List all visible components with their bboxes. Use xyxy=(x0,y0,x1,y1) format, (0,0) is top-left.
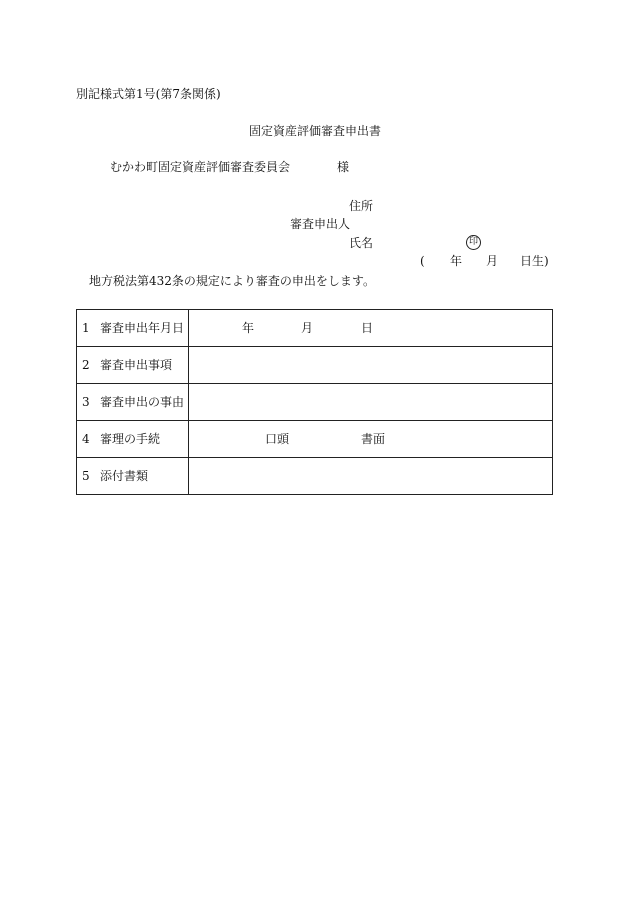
table-row xyxy=(77,347,553,384)
row-label-cell xyxy=(77,384,189,421)
oral-option[interactable]: 口頭 xyxy=(265,432,290,446)
addressee: むかわ町固定資産評価審査委員会 xyxy=(110,160,291,174)
applicant-role-label: 審査申出人 xyxy=(290,217,351,231)
month-label: 月 xyxy=(301,321,314,335)
hearing-procedure-cell xyxy=(189,421,553,458)
table-row xyxy=(77,421,553,458)
application-table xyxy=(76,309,553,495)
table-row xyxy=(77,310,553,347)
birth-year-label: 年 xyxy=(450,254,463,268)
row-label: 審査申出年月日 xyxy=(100,321,185,335)
row-label: 添付書類 xyxy=(100,469,149,483)
row-number: 1 xyxy=(82,321,90,335)
row-number: 4 xyxy=(82,432,90,446)
table-row xyxy=(77,384,553,421)
day-label: 日 xyxy=(361,321,374,335)
written-option[interactable]: 書面 xyxy=(361,432,386,446)
form-number: 別記様式第1号(第7条関係) xyxy=(76,87,221,101)
row-label-cell xyxy=(77,421,189,458)
birth-month-label: 月 xyxy=(486,254,499,268)
application-reason-cell[interactable] xyxy=(189,384,553,421)
row-number: 5 xyxy=(82,469,90,483)
attachments-cell[interactable] xyxy=(189,458,553,495)
seal-icon: 印 xyxy=(466,235,481,250)
row-label: 審査申出事項 xyxy=(100,358,173,372)
row-label-cell xyxy=(77,458,189,495)
statement: 地方税法第432条の規定により審査の申出をします。 xyxy=(89,274,375,288)
name-label: 氏名 xyxy=(349,236,374,250)
row-label-cell xyxy=(77,310,189,347)
row-label: 審査申出の事由 xyxy=(100,395,185,409)
row-number: 3 xyxy=(82,395,90,409)
application-matter-cell[interactable] xyxy=(189,347,553,384)
date-value-cell[interactable] xyxy=(189,310,553,347)
row-label: 審理の手続 xyxy=(100,432,161,446)
birth-open-paren: ( xyxy=(420,254,425,268)
document-title: 固定資産評価審査申出書 xyxy=(249,124,382,138)
table-row xyxy=(77,458,553,495)
address-label: 住所 xyxy=(349,199,374,213)
year-label: 年 xyxy=(242,321,255,335)
birth-day-label: 日生) xyxy=(520,254,549,268)
honorific: 様 xyxy=(337,160,350,174)
row-number: 2 xyxy=(82,358,90,372)
row-label-cell xyxy=(77,347,189,384)
